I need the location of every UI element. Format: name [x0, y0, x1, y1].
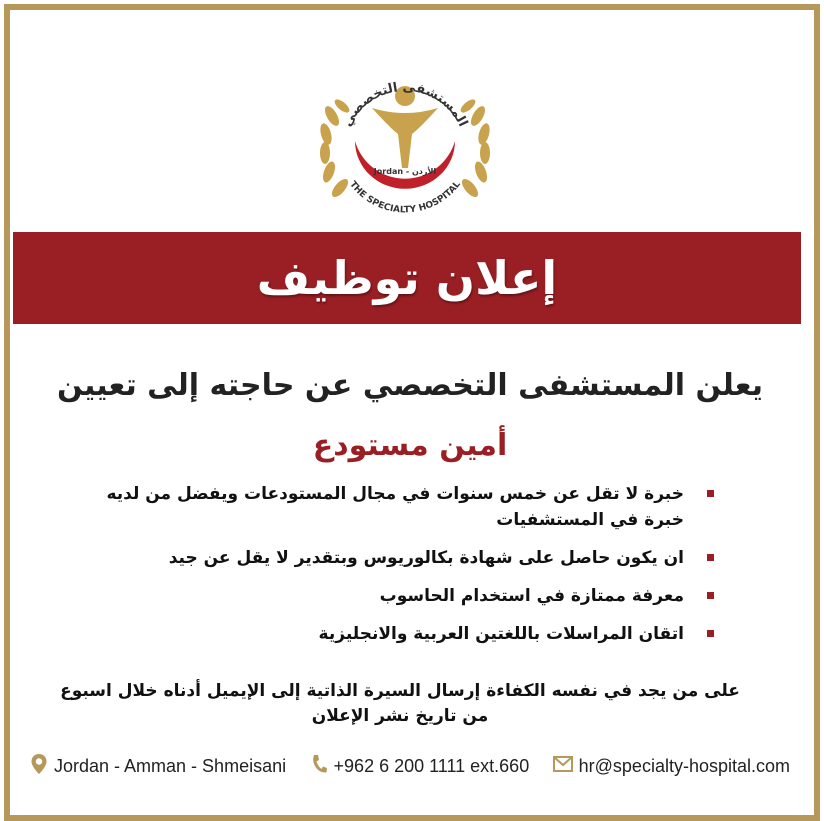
phone-text[interactable]: +962 6 200 1111 ext.660 [333, 755, 530, 776]
location-pin-icon [30, 753, 48, 780]
announcement-banner [13, 232, 801, 324]
banner-title: إعلان توظيف [256, 251, 558, 305]
address-item [30, 753, 286, 780]
requirement-text: خبرة لا تقل عن خمس سنوات في مجال المستودعات ويفضل من لديه خبرة في المستشفيات [106, 484, 684, 530]
email-text[interactable]: hr@specialty-hospital.com [578, 755, 790, 776]
address-text: Jordan - Amman - Shmeisani [54, 755, 287, 776]
requirement-item [100, 583, 720, 609]
requirement-text: ان يكون حاصل على شهادة بكالوريوس وبتقدير لا يقل عن جيد [168, 548, 684, 568]
bullet-icon [707, 630, 714, 637]
email-item[interactable] [553, 756, 790, 777]
requirement-item [100, 621, 720, 647]
requirement-item [100, 481, 720, 533]
bullet-icon [707, 592, 714, 599]
headline: يعلن المستشفى التخصصي عن حاجته إلى تعيين [57, 368, 763, 403]
requirement-item [100, 545, 720, 571]
logo-emblem [310, 56, 500, 226]
envelope-icon [553, 756, 573, 777]
svg-text:المستشفى التخصصي: المستشفى التخصصي [339, 79, 471, 130]
hospital-logo [310, 56, 500, 226]
svg-text:THE SPECIALTY HOSPITAL: THE SPECIALTY HOSPITAL [347, 179, 463, 216]
bullet-icon [707, 554, 714, 561]
application-note: على من يجد في نفسه الكفاءة إرسال السيرة الذاتية إلى الإيميل أدناه خلال اسبوع من تاريخ نشر الإعلان [60, 681, 740, 726]
contact-bar [30, 752, 790, 780]
phone-item[interactable] [310, 753, 530, 780]
bullet-icon [707, 490, 714, 497]
position-title: أمين مستودع [312, 428, 508, 463]
svg-text:Jordan - الأردن: Jordan - الأردن [373, 167, 437, 176]
requirements-list [100, 481, 720, 659]
requirement-text: معرفة ممتازة في استخدام الحاسوب [379, 586, 684, 606]
phone-icon [310, 753, 328, 780]
requirement-text: اتقان المراسلات باللغتين العربية والانجليزية [318, 624, 684, 644]
